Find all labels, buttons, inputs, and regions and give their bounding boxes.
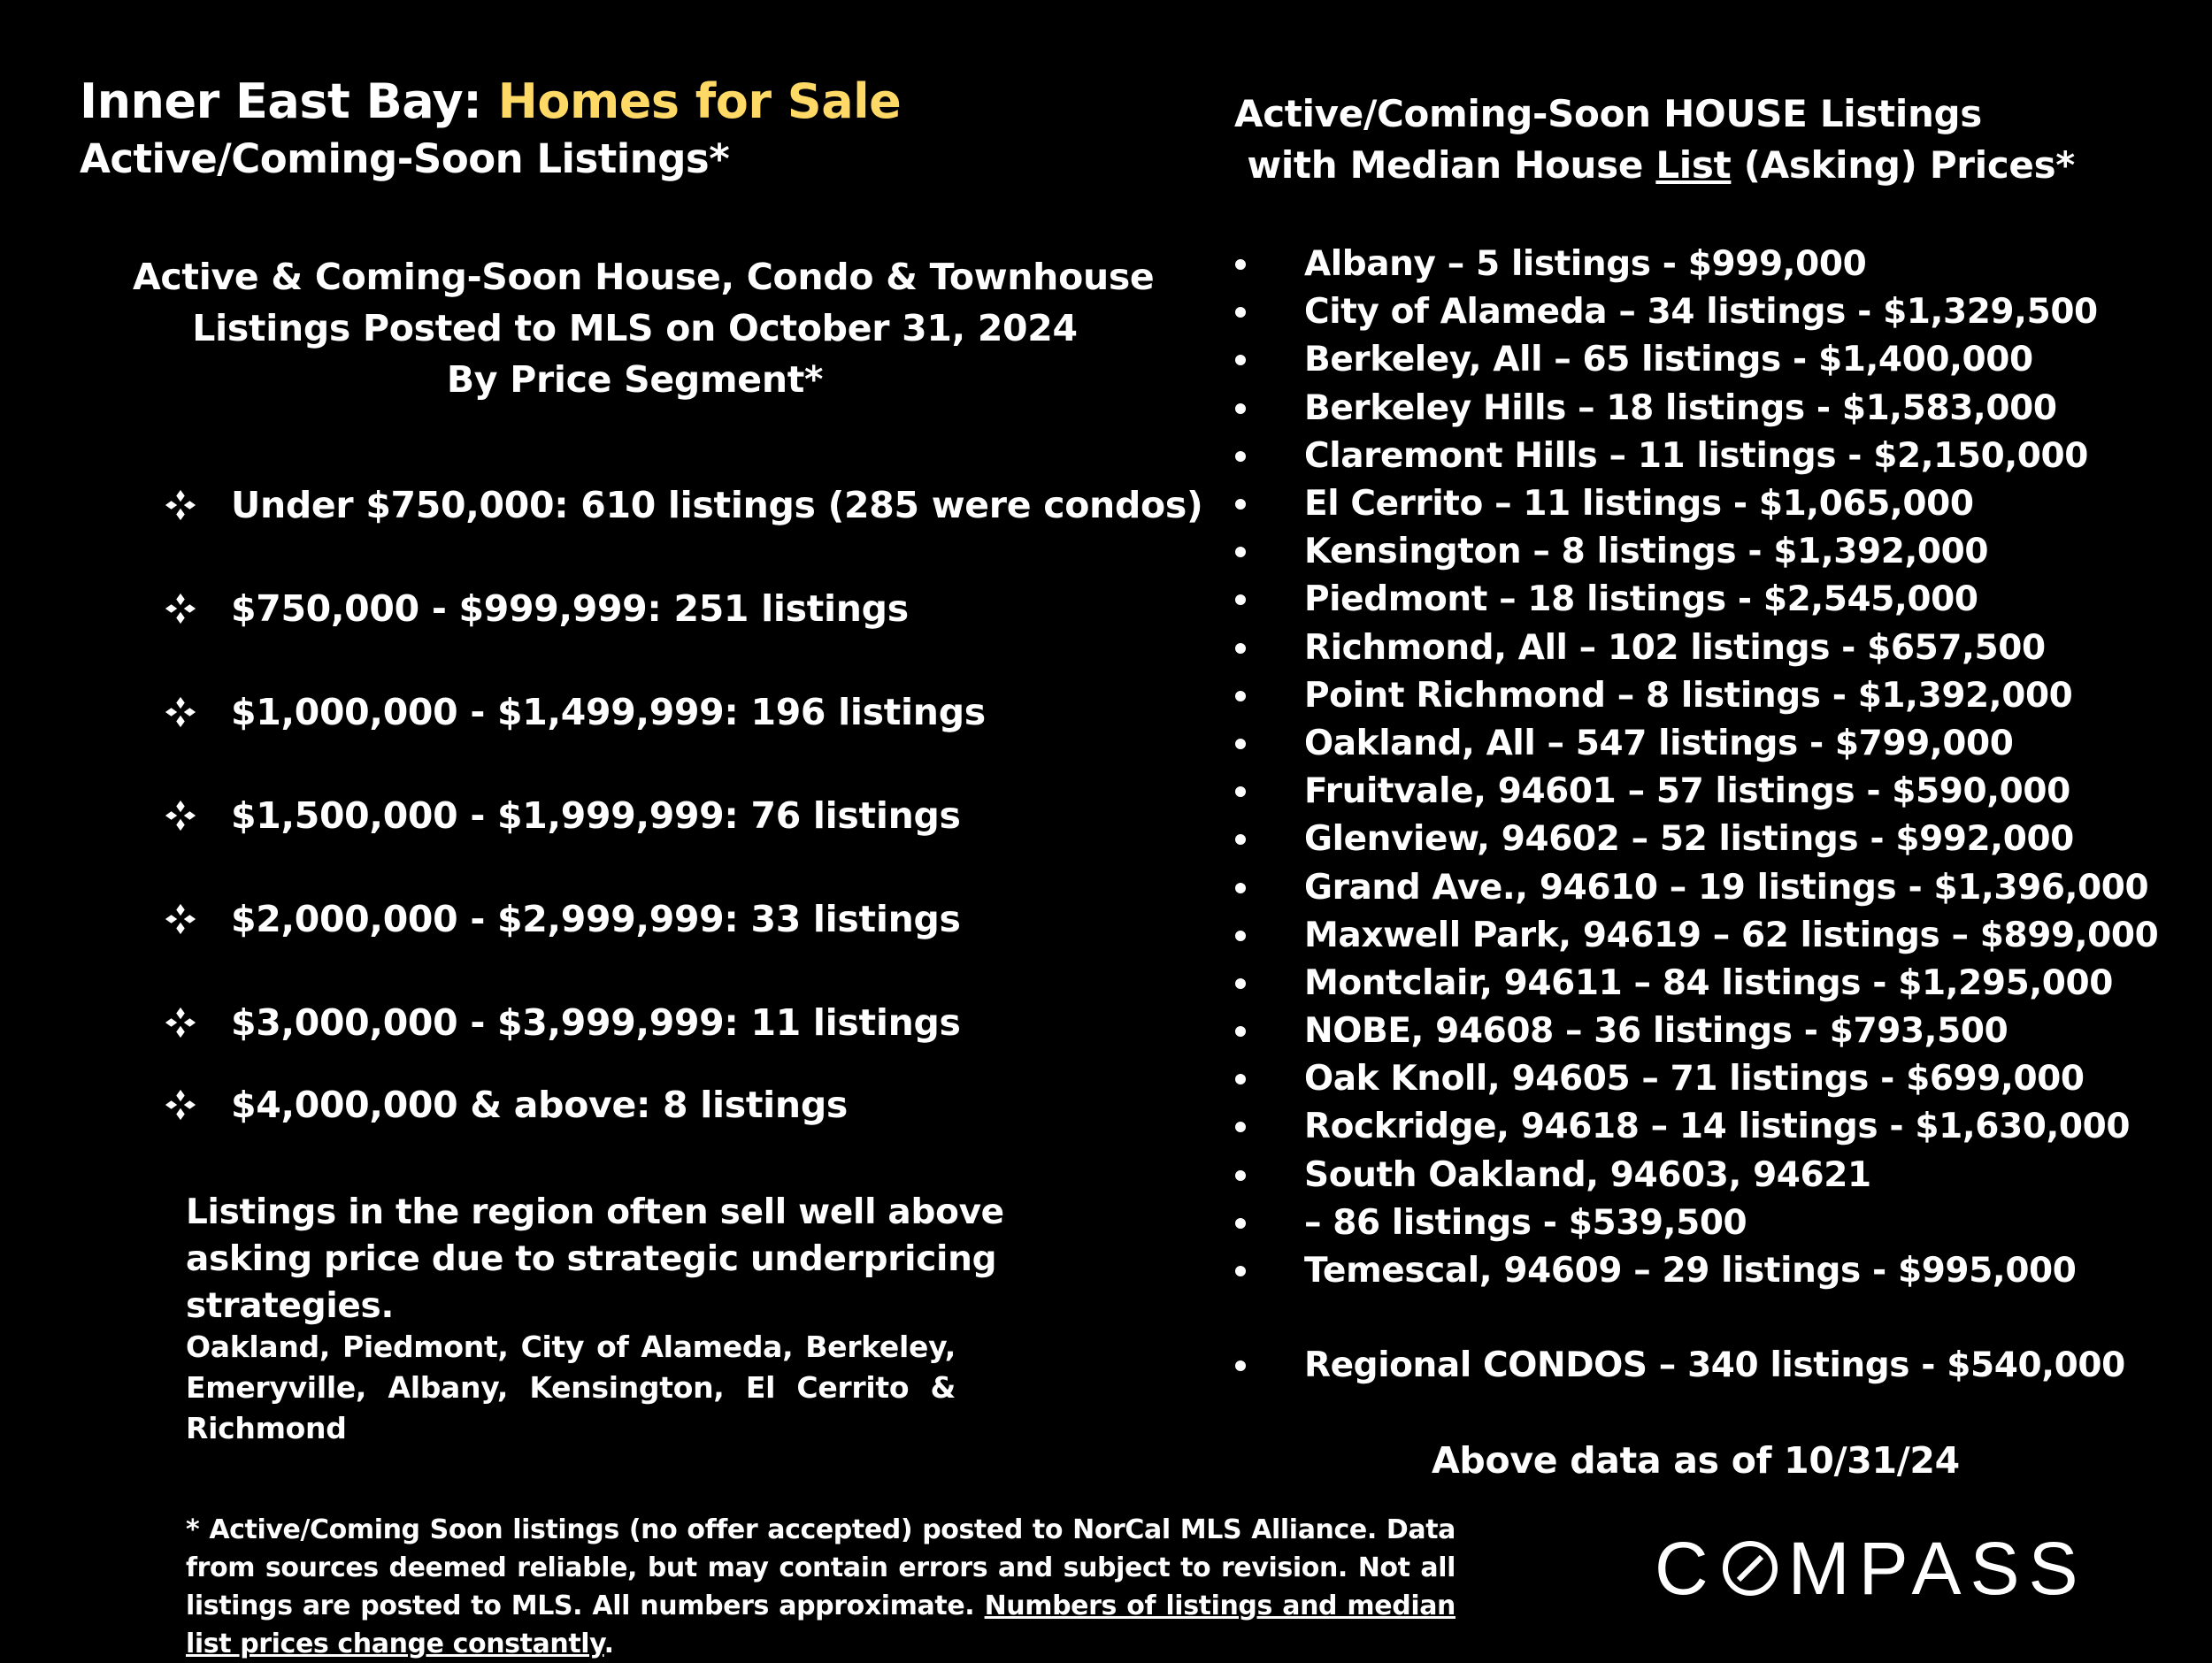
segment-heading bbox=[133, 251, 1155, 405]
list-item-text: Kensington – 8 listings - $1,392,000 bbox=[1304, 532, 1989, 572]
list-item bbox=[164, 763, 1202, 867]
list-item bbox=[164, 453, 1202, 556]
list-item bbox=[1230, 816, 2158, 863]
list-item-text: South Oakland, 94603, 94621 bbox=[1304, 1154, 1871, 1195]
bullet-icon bbox=[1235, 1266, 1246, 1276]
list-item-text: – 86 listings - $539,500 bbox=[1304, 1202, 1747, 1243]
list-item bbox=[1230, 672, 2158, 720]
list-item bbox=[1230, 720, 2158, 768]
list-item-text: Rockridge, 94618 – 14 listings - $1,630,000 bbox=[1304, 1107, 2131, 1147]
list-item bbox=[1230, 288, 2158, 336]
list-item bbox=[164, 970, 1202, 1074]
bullet-icon bbox=[1235, 1218, 1246, 1229]
list-item-text: Fruitvale, 94601 – 57 listings - $590,000 bbox=[1304, 771, 2070, 812]
list-item bbox=[1230, 480, 2158, 528]
bullet-icon bbox=[1235, 355, 1246, 365]
four-diamond-icon bbox=[164, 1006, 197, 1039]
list-item bbox=[1230, 385, 2158, 433]
four-diamond-icon bbox=[164, 799, 197, 832]
list-item bbox=[1230, 1247, 2158, 1295]
condo-listings-list bbox=[1230, 1342, 2125, 1390]
segment-heading-line: Listings Posted to MLS on October 31, 2024 bbox=[192, 307, 1078, 349]
bullet-icon bbox=[1235, 643, 1246, 654]
list-item-text: City of Alameda – 34 listings - $1,329,500 bbox=[1304, 292, 2098, 333]
segment-heading-line: By Price Segment* bbox=[446, 358, 824, 401]
bullet-icon bbox=[1235, 451, 1246, 462]
list-item-text: Grand Ave., 94610 – 19 listings - $1,396,000 bbox=[1304, 867, 2149, 908]
bullet-icon bbox=[1235, 1074, 1246, 1084]
logo-text-pre: C bbox=[1655, 1526, 1717, 1610]
title-prefix: Inner East Bay: bbox=[80, 73, 498, 129]
list-item-text: Temescal, 94609 – 29 listings - $995,000 bbox=[1304, 1251, 2077, 1291]
condo-item-text: Regional CONDOS – 340 listings - $540,000 bbox=[1304, 1345, 2125, 1385]
list-item bbox=[164, 556, 1202, 660]
list-item-text: $1,500,000 - $1,999,999: 76 listings bbox=[231, 793, 961, 837]
list-item-text: Under $750,000: 610 listings (285 were condos) bbox=[231, 483, 1203, 526]
bullet-icon bbox=[1235, 786, 1246, 797]
list-item bbox=[164, 867, 1202, 970]
four-diamond-icon bbox=[164, 1088, 197, 1122]
list-item-text: Montclair, 94611 – 84 listings - $1,295,000 bbox=[1304, 962, 2113, 1003]
logo-text-post: MPASS bbox=[1787, 1526, 2087, 1610]
bullet-icon bbox=[1235, 834, 1246, 845]
house-listings-title-line2 bbox=[1234, 140, 2075, 191]
list-item-text: El Cerrito – 11 listings - $1,065,000 bbox=[1304, 484, 1974, 525]
list-item bbox=[164, 1074, 1202, 1136]
price-segment-list bbox=[164, 453, 1202, 1136]
bullet-icon bbox=[1235, 931, 1246, 941]
list-item-text: Oak Knoll, 94605 – 71 listings - $699,000 bbox=[1304, 1059, 2085, 1100]
list-item-text: $750,000 - $999,999: 251 listings bbox=[231, 586, 909, 630]
footnote-underlined: Numbers of listings and median list prices change constantly bbox=[186, 1590, 1455, 1659]
bullet-icon bbox=[1235, 259, 1246, 270]
list-item bbox=[1230, 1199, 2158, 1247]
list-item-text: Oakland, All – 547 listings - $799,000 bbox=[1304, 723, 2014, 763]
data-date: Above data as of 10/31/24 bbox=[1432, 1439, 1960, 1482]
list-item-text: NOBE, 94608 – 36 listings - $793,500 bbox=[1304, 1011, 2008, 1052]
bullet-icon bbox=[1235, 1360, 1246, 1371]
list-item bbox=[1230, 528, 2158, 576]
compass-logo bbox=[1655, 1526, 2087, 1610]
compass-o-icon bbox=[1721, 1539, 1779, 1598]
bullet-icon bbox=[1235, 691, 1246, 701]
house-listings-title-line1: Active/Coming-Soon HOUSE Listings bbox=[1234, 92, 1983, 135]
title-line2-post: (Asking) Prices* bbox=[1731, 143, 2075, 187]
list-item-text: Richmond, All – 102 listings - $657,500 bbox=[1304, 627, 2046, 668]
bullet-icon bbox=[1235, 978, 1246, 989]
segment-heading-line: Active & Coming-Soon House, Condo & Townhouse bbox=[133, 256, 1155, 298]
bullet-icon bbox=[1235, 403, 1246, 414]
title-highlight: Homes for Sale bbox=[497, 73, 902, 129]
list-item bbox=[1230, 960, 2158, 1008]
list-item-text: Piedmont – 18 listings - $2,545,000 bbox=[1304, 579, 1978, 620]
list-item-text: Point Richmond – 8 listings - $1,392,000 bbox=[1304, 675, 2073, 716]
list-item bbox=[1230, 1342, 2125, 1390]
four-diamond-icon bbox=[164, 695, 197, 729]
list-item-text: Glenview, 94602 – 52 listings - $992,000 bbox=[1304, 819, 2074, 860]
list-item-text: Berkeley Hills – 18 listings - $1,583,000 bbox=[1304, 387, 2057, 428]
pricing-note: Listings in the region often sell well above asking price due to strategic underpricing strategies. bbox=[186, 1192, 1004, 1326]
bullet-icon bbox=[1235, 1026, 1246, 1037]
title-line2-pre: with Median House bbox=[1234, 143, 1656, 187]
list-item bbox=[1230, 433, 2158, 480]
list-item-text: $3,000,000 - $3,999,999: 11 listings bbox=[231, 1000, 961, 1044]
bullet-icon bbox=[1235, 307, 1246, 318]
list-item bbox=[1230, 625, 2158, 672]
house-listings-list bbox=[1230, 241, 2158, 1295]
list-item-text: $2,000,000 - $2,999,999: 33 listings bbox=[231, 897, 961, 940]
title-line2-underlined: List bbox=[1655, 143, 1732, 187]
house-listings-title bbox=[1234, 88, 2075, 191]
cities-note: Oakland, Piedmont, City of Alameda, Berkeley, Emeryville, Albany, Kensington, El Cerrito & Richmond bbox=[186, 1330, 956, 1445]
footnote-text: * Active/Coming Soon listings (no offer accepted) posted to NorCal MLS Alliance. Data from sources deemed reliable, but may contain errors and subject to revision. Not all listings are posted to MLS. All numbers approximate. bbox=[186, 1514, 1455, 1621]
list-item-text: Claremont Hills – 11 listings - $2,150,000 bbox=[1304, 435, 2088, 476]
list-item bbox=[1230, 576, 2158, 624]
bullet-icon bbox=[1235, 547, 1246, 557]
footnote bbox=[186, 1511, 1455, 1663]
list-item bbox=[1230, 1008, 2158, 1055]
bullet-icon bbox=[1235, 1170, 1246, 1181]
four-diamond-icon bbox=[164, 488, 197, 522]
list-item bbox=[1230, 336, 2158, 384]
list-item bbox=[1230, 863, 2158, 911]
list-item bbox=[1230, 768, 2158, 816]
list-item bbox=[1230, 912, 2158, 960]
bullet-icon bbox=[1235, 739, 1246, 749]
four-diamond-icon bbox=[164, 902, 197, 936]
bullet-icon bbox=[1235, 883, 1246, 893]
page-title bbox=[80, 71, 901, 133]
list-item bbox=[1230, 1055, 2158, 1103]
footnote-end: . bbox=[603, 1629, 614, 1659]
list-item bbox=[1230, 1103, 2158, 1151]
list-item-text: Maxwell Park, 94619 – 62 listings – $899,000 bbox=[1304, 915, 2159, 955]
list-item-text: Berkeley, All – 65 listings - $1,400,000 bbox=[1304, 340, 2033, 380]
bullet-icon bbox=[1235, 499, 1246, 510]
list-item bbox=[1230, 241, 2158, 288]
list-item bbox=[1230, 1152, 2158, 1199]
bullet-icon bbox=[1235, 594, 1246, 605]
list-item bbox=[164, 660, 1202, 763]
bullet-icon bbox=[1235, 1122, 1246, 1132]
four-diamond-icon bbox=[164, 592, 197, 625]
list-item-text: Albany – 5 listings - $999,000 bbox=[1304, 244, 1867, 285]
page-subtitle: Active/Coming-Soon Listings* bbox=[80, 135, 730, 182]
list-item-text: $1,000,000 - $1,499,999: 196 listings bbox=[231, 690, 986, 733]
list-item-text: $4,000,000 & above: 8 listings bbox=[231, 1084, 848, 1126]
